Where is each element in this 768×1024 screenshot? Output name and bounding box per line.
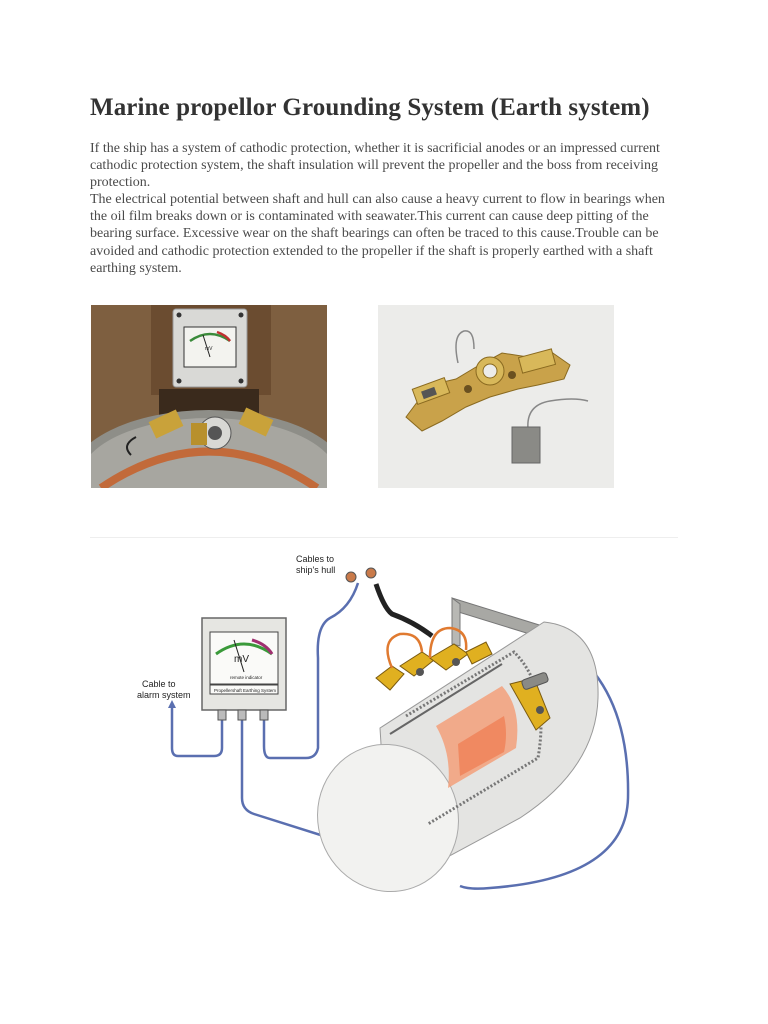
earthing-system-diagram xyxy=(130,548,640,908)
meter-caption-system: Propellershaft Earthing System xyxy=(214,688,277,693)
paragraph-cathodic-protection: If the ship has a system of cathodic protection, whether it is sacrificial anodes or an impressed current cathodic protection system, the shaft insulation will prevent the propeller and the boss from receiving protection. xyxy=(90,141,660,191)
label-cable-to-alarm-line2: alarm system xyxy=(137,690,191,700)
remote-indicator-meter xyxy=(202,618,286,720)
photo-installed-earthing-device xyxy=(91,305,327,488)
article-body xyxy=(90,140,680,277)
meter-caption-remote: remote indicator xyxy=(230,675,263,680)
photo-brush-holder-illustration xyxy=(378,305,614,488)
page-title: Marine propellor Grounding System (Earth system) xyxy=(90,94,650,121)
label-cables-to-hull-line2: ship's hull xyxy=(296,565,336,575)
hull-terminal-block xyxy=(338,548,384,582)
meter-unit: mV xyxy=(205,346,213,352)
label-cables-to-hull: Cables to xyxy=(296,554,335,564)
photo-installed-earthing-illustration xyxy=(91,305,327,488)
paragraph-bearing-current: The electrical potential between shaft and hull can also cause a heavy current to flow in bearings when the oil film breaks down or is contaminated with seawater.This current can cause deep pitting of the bearing surface. Excessive wear on the shaft bearings can often be traced to this cause.Trouble can be avoided and cathodic protection extended to the propeller if the shaft is properly earthed with a shaft earthing system. xyxy=(90,192,665,276)
section-divider xyxy=(90,537,678,538)
diagram-meter-unit: mV xyxy=(234,654,249,665)
photo-brush-holder xyxy=(378,305,614,488)
label-cable-to-alarm: Cable to xyxy=(142,679,176,689)
earthing-system-schematic xyxy=(130,548,640,908)
carbon-brush xyxy=(512,427,540,463)
